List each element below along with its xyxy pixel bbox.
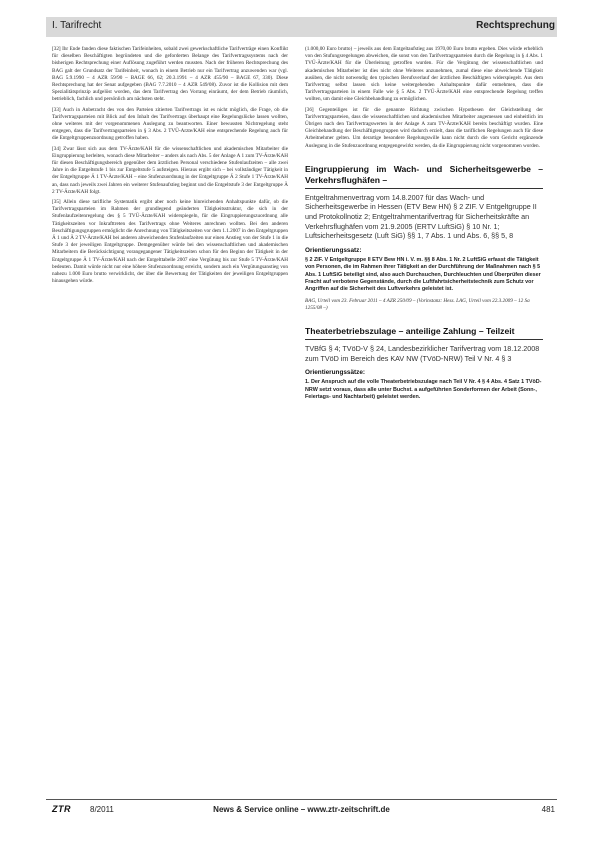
case-citation: BAG, Urteil vom 23. Februar 2011 – 4 AZR 250/09 – (Vorinstanz: Hess. LAG, Urteil vom 22.3.2009 – 12 Sa 1255/08 –)	[305, 297, 530, 312]
paragraph: [36] Gegenteiliges ist für die genannte Richtung zwischen Hypothesen der Gleichstellung der Tarifvertragsparteien, dass die wissenschaftlichen und akademischen Mitarbeiter angemessen und einheitlich im Übrigen nach den Tarifvertragswerten in der Anlage A zum TV-Ärzte/KAH bereits beschäftigt wurden. Eine Gleichbehandlung der Beschäftigtengruppen wird dadurch erzielt, dass die tariflichen Regelungen auch für diese Arbeitnehmer gelten. Um derartige besondere Regelungswille kann nicht durch die vom Gericht ergänzende Auslegung in die Stufenzuordnung entgegengewirkt werden, da die Eingruppierung nicht vorgenommen worden.	[305, 106, 543, 149]
footer-rule	[46, 799, 557, 800]
orientation-text: 1. Der Anspruch auf die volle Theaterbetriebszulage nach Teil V Nr. 4 § 4 Abs. 4 Satz 1 TVöD-NRW setzt voraus, dass alle unter Buchst. a aufgeführten Sonderformen der Arbeit (Sonn-, Feiertags- und Nachtarbeit) geleistet werden.	[305, 379, 542, 401]
section-title: Theaterbetriebszulage – anteilige Zahlung – Teilzeit	[305, 326, 543, 340]
section-summary: TVBfG § 4; TVöD-V § 24, Landesbezirklicher Tarifvertrag vom 18.12.2008 zum TVöD im Bereich des KAV NW (TVöD-NRW) Teil V Nr. 4 § 3	[305, 344, 540, 363]
issue-number: 8/2011	[90, 805, 114, 814]
left-column	[52, 46, 288, 794]
section-summary: Entgeltrahmenvertrag vom 14.8.2007 für das Wach- und Sicherheitsgewerbe in Hessen (ETV Bew HN) § 2 ZIF. V Entgeltgruppe II und Protokollnotiz 2; Entgeltrahmentarifvertrag für Sicherheitskräfte an Verkehrsflughäfen vom 21.9.2005 (ERTV LuftSiG) § 10 Nr. 1; Luftsicherheitsgesetz (Luft SiG) §§ 1, 7 Abs. 1 und Abs. 6, §§ 5, 8	[305, 192, 537, 241]
running-head-section: I. Tarifrecht	[52, 20, 102, 31]
orientation-label: Orientierungssätze:	[305, 369, 366, 377]
right-column	[305, 46, 543, 794]
running-head-category: Rechtsprechung	[476, 20, 555, 31]
paragraph: (1.000,00 Euro brutto) – jeweils aus dem Entgeltaufstieg aus 1970,00 Euro brutto ergeben. Dies würde erheblich von den Stufungsregelungen abweichen, die sonst von den Tarifvertragsparteien durch die Regelung in § 4 Abs. 1 TVÜ-Ärzte/KAH für die Überleitung getroffen wurden. Für die Vergütung der wissenschaftlichen und akademischen Mitarbeiter ist dies nicht ohne Weiteres anzunehmen, zumal diese eine abweichende Tätigkeit ausüben, die nicht notwendig den typischen Berufsverlauf der ärztlichen Beschäftigten widerspiegelt. Aus dem Tarifvertrag selbst lassen sich keine weitergehenden Anhaltspunkte dafür entnehmen, dass die Tarifvertragsparteien in einem Falle wie § 5 Abs. 2 TVÜ-Ärzte/KAH eine entsprechende Regelung treffen wollten, um damit eine Gleichbehandlung zu ermöglichen.	[305, 46, 543, 103]
paragraph: [34] Zwar lässt sich aus dem TV-Ärzte/KAH für die wissenschaftlichen und akademischen Mitarbeiter die Eingruppierung herleiten, wonach diese Mitarbeiter – anders als nach Abs. 5 der Anlage A 1 zum TV-Ärzte/KAH für diesen Beschäftigungsbereich gegenüber dem ärztlichen Personal verschiedene Stufenlaufzeiten – alle zwei Jahre in die Entgeltstufe 1 bis zur Entgeltstufe 5 aufsteigen. Hieraus ergibt sich – bei vollständiger Tätigkeit in der Entgeltgruppe Ä 1 TV-Ärzte/KAH – eine Stufenzuordnung in der Entgeltgruppe Ä 2 Stufe 1 TV-Ärzte/KAH an, dass nach jeweils zwei Jahren ein weiterer Stufenaufstieg beginnt und die Entgeltstufe 3 der Entgeltgruppe Ä 2 TV-Ärzte/KAH folgt.	[52, 145, 288, 195]
footer-website: News & Service online – www.ztr-zeitschrift.de	[213, 805, 390, 814]
orientation-text: § 2 ZIF. V Entgeltgruppe II ETV Bew HN i. V. m. §§ 8 Abs. 1 Nr. 2 LuftSiG erfasst die Tätigkeit von Personen, die im Rahmen ihrer Tätigkeit an der Durchführung der Maßnahmen nach § 5 Abs. 1 LuftSiG beteiligt sind, also auch Durchsuchen, Durchleuchten und Überprüfen dieser Fracht auf verbotene Gegenstände, durch die Luftfahrtsicherheitstechnik zum Schutz vor Angriffen auf die Sicherheit des Luftverkehrs geleistet ist.	[305, 256, 541, 293]
section-title: Eingruppierung im Wach- und Sicherheitsgewerbe – Verkehrsflughäfen –	[305, 164, 543, 189]
page-number: 481	[541, 805, 555, 814]
journal-logo: ZTR	[52, 804, 71, 814]
paragraph: [32] Ihr Ende fanden diese faktischen Tarifeinheiten, sobald zwei gewerkschaftliche Tarifverträge einen Konflikt für dieselben Beschäftigten begründeten und die geforderten Belange des Tarifvertragssystems nach der bisherigen Rechtsprechung einer Auflösung zugeführt werden mussten. Nach der früheren Rechtsprechung des BAG galt der Grundsatz der Tarifeinheit, wonach in einem Betrieb nur ein Tarifvertrag anzuwenden war (vgl. BAG 5.9.1990 – 4 AZR 59/90 – BAGE 66, 62; 20.3.1991 – 4 AZR 455/90 – BAGE 67, 330). Diese Rechtsprechung hat der Senat aufgegeben (BAG 7.7.2010 – 4 AZR 549/08). Zuvor ist die Kollision mit dem Spezialitätsprinzip aufgelöst worden, das dem Tarifvertrag den Vorrang einräumt, der dem Betrieb räumlich, betrieblich, fachlich und persönlich am nächsten steht.	[52, 46, 288, 103]
paragraph: [35] Allein diese tarifliche Systematik ergibt aber noch keine hinreichenden Anhaltspunkte dafür, ob die Tarifvertragsparteien im Rahmen der grundlegend geänderten Tätigkeitsstruktur, die sich in der Stufenlaufzeitenregelung des § 5 TVÜ-Ärzte/KAH widerspiegeln, für die Eingruppierungszuordnung alle Tätigkeitszeiten vor Inkrafttreten des Tarifvertrags ohne Weiteres anrechnen wollten. Bei den anderen Beschäftigungsgruppen ermöglicht die Anrechnung von Tätigkeitszeiten vor dem 1.1.2007 in den Entgeltgruppen Ä 1 und Ä 2 TV-Ärzte/KAH bei anderen abweichenden Stufenlaufzeiten nur einen Anstieg von der Stufe 1 in die Stufe 3 der jeweiligen Entgeltgruppe. Demgegenüber würde bei den wissenschaftlichen und akademischen Mitarbeitern die Berücksichtigung vorangegangener Tätigkeitszeiten schon für den Beginn der Tätigkeit in der Entgeltgruppe Ä 1 TV-Ärzte/KAH nach der Entgelttabelle 2007 eine Vergütung bis zur Stufe 5 TV-Ärzte/KAH bedeuten. Damit würde nicht nur eine höhere Stufenzuordnung erreicht, sondern auch ein Vergütungsanstieg von nahezu 1.000 Euro brutto verwirklicht, der über die Bewertung der Tätigkeiten der jeweiligen Entgeltgruppen hinausgehen würde.	[52, 199, 288, 285]
orientation-label: Orientierungssatz:	[305, 246, 362, 254]
paragraph: [33] Auch in Anbetracht des von den Parteien zitierten Tarifvertrags ist es nicht möglich, die Frage, ob die Tarifvertragsparteien mit Blick auf den Inhalt des Tarifvertrags überhaupt eine Regelungslücke lassen wollten, ohne weiteres mit der vorgenommenen Auslegung zu beantworten. Einer bewussten Nichtregelung steht entgegen, dass die Tarifvertragsparteien in § 3 Abs. 2 TVÜ-Arzte/KAH eine entsprechende Regelung auch für die Entgeltgruppenzuordnung getroffen haben.	[52, 106, 288, 142]
